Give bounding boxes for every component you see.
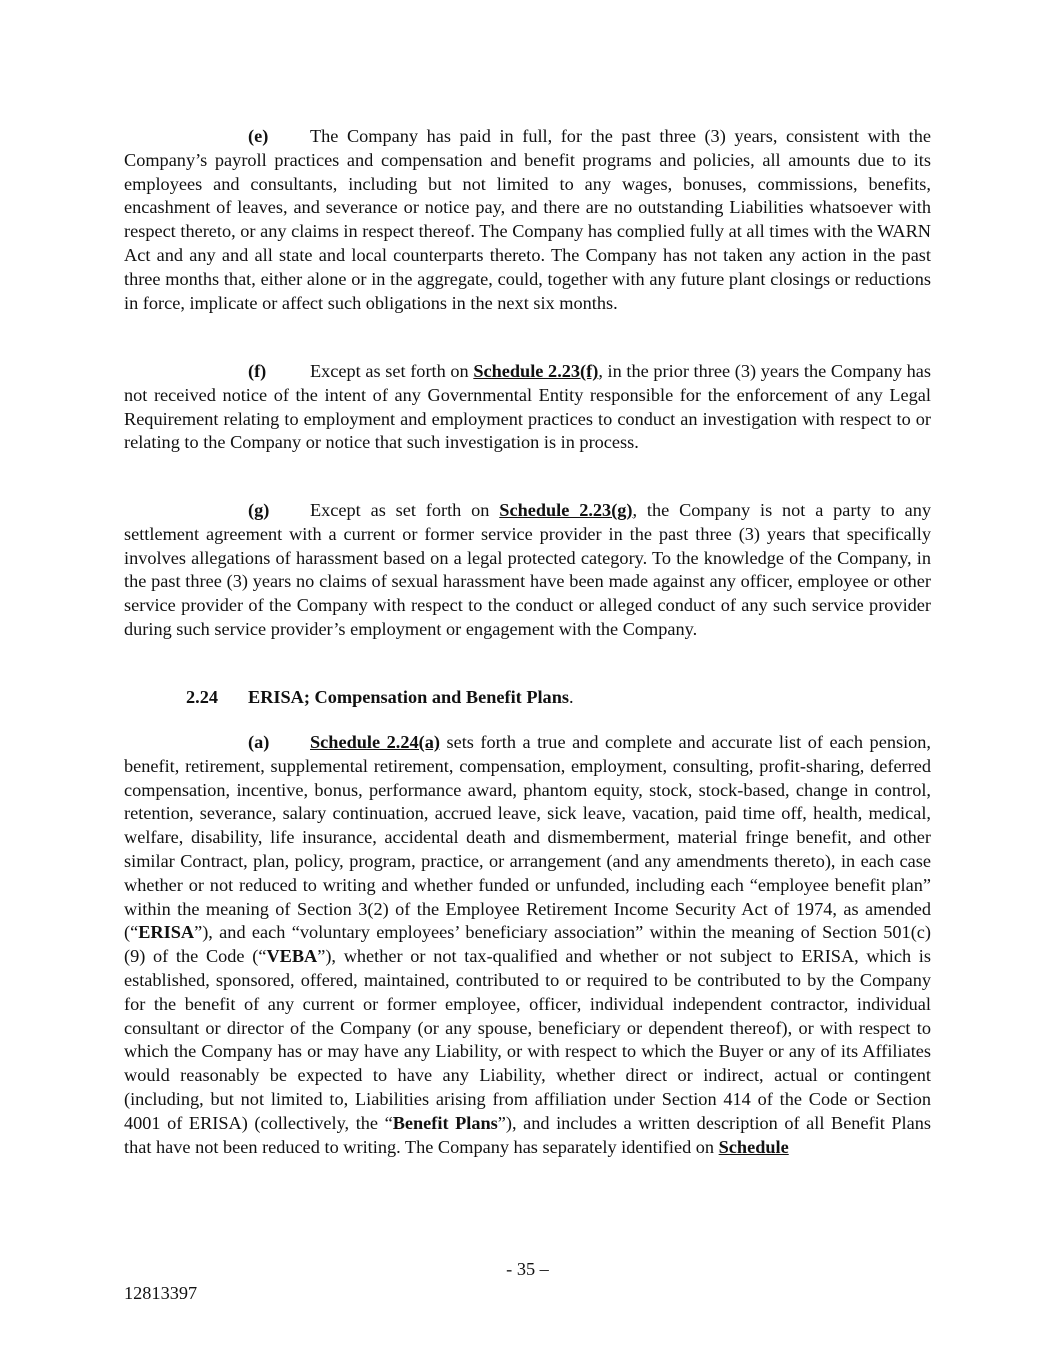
paragraph-text: The Company has paid in full, for the past three (3) years, consistent with the Company’s payroll practices and compensation and benefit programs and policies, all amounts due to its employees and consultants, including but not limited to any wages, bonuses, commissions, benefits, encashment of leaves, and severance or notice pay, and there are no outstanding Liabilities whatsoever with respect thereto, or any claims in respect thereof. The Company has complied fully at all times with the WARN Act and any and all state and local counterparts thereto. The Company has not taken any action in the past three months that, either alone or in the aggregate, could, together with any future plant closings or reductions in force, implicate or affect such obligations in the next six months. <box>124 126 931 313</box>
section-number: 2.24 <box>186 687 218 707</box>
paragraph-text: sets forth a true and complete and accurate list of each pension, benefit, retirement, supplemental retirement, compensation, employment, consulting, profit-sharing, deferred compensation, incentive, bonus, performance award, phantom equity, stock, stock-based, change in control, retention, severance, salary continuation, accrued leave, sick leave, vacation, paid time off, health, medical, welfare, disability, life insurance, accidental death and dismemberment, material fringe benefit, and other similar Contract, plan, policy, program, practice, or arrangement (and any amendments thereto), in each case whether or not reduced to writing and whether funded or unfunded, including each “employee benefit plan” within the meaning of Section 3(2) of the Employee Retirement Income Security Act of 1974, as amended (“ <box>124 732 932 943</box>
paragraph-text: ”), whether or not tax-qualified and whether or not subject to ERISA, which is established, sponsored, offered, maintained, contributed to or required to be contributed to by the Company for the benefit of any current or former employee, officer, individual independent contractor, individual consultant or director of the Company (or any spouse, beneficiary or dependent thereof), or with respect to which the Company has or may have any Liability, or with respect to which the Buyer or any of its Affiliates would reasonably be expected to have any Liability, whether direct or indirect, actual or contingent (including, but not limited to, Liabilities arising from affiliation under Section 414 of the Code or Section 4001 of ERISA) (collectively, the “ <box>124 946 931 1133</box>
paragraph-label: (e) <box>248 126 269 146</box>
paragraph-a <box>124 731 931 1159</box>
paragraph-label: (g) <box>248 500 270 520</box>
paragraph-label: (f) <box>248 361 267 381</box>
schedule-reference: Schedule 2.23(f) <box>473 361 599 381</box>
paragraph-text: , the Company is not a party to any settlement agreement with a current or former service provider in the past three (3) years that specifically involves allegations of harassment based on a legal protected category. To the knowledge of the Company, in the past three (3) years no claims of sexual harassment have been made against any officer, employee or other service provider of the Company with respect to the conduct or alleged conduct of any such service provider during such service provider’s employment or engagement with the Company. <box>124 500 932 639</box>
paragraph-text: ”), and each “voluntary employees’ beneficiary association” within the meaning of Section 501(c)(9) of the Code (“ <box>124 922 931 967</box>
schedule-reference: Schedule 2.23(g) <box>499 500 633 520</box>
paragraph-text: , in the prior three (3) years the Company has not received notice of the intent of any Governmental Entity responsible for the enforcement of any Legal Requirement relating to employment and employment practices to conduct an investigation with respect to or relating to the Company or notice that such investigation is in process. <box>124 361 931 453</box>
schedule-reference: Schedule 2.24(a) <box>310 732 440 752</box>
defined-term-benefit-plans: Benefit Plans <box>392 1112 498 1133</box>
defined-term-veba: VEBA <box>266 946 318 967</box>
paragraph-text: ”), and includes a written description of all Benefit Plans that have not been reduced to writing. The Company has separately identified on <box>124 1112 931 1157</box>
section-heading <box>186 686 574 710</box>
page-number: - 35 – <box>506 1259 549 1279</box>
section-title: ERISA; Compensation and Benefit Plans <box>248 687 569 707</box>
paragraph-label: (a) <box>248 732 270 752</box>
paragraph-text: Except as set forth on <box>310 500 500 520</box>
paragraph-f <box>124 360 931 455</box>
paragraph-e <box>124 125 931 315</box>
defined-term-erisa: ERISA <box>138 922 195 943</box>
section-title-period: . <box>568 687 574 707</box>
paragraph-g <box>124 499 931 642</box>
schedule-reference: Schedule <box>718 1136 789 1157</box>
paragraph-text: Except as set forth on <box>310 361 474 381</box>
document-id: 12813397 <box>124 1283 198 1303</box>
